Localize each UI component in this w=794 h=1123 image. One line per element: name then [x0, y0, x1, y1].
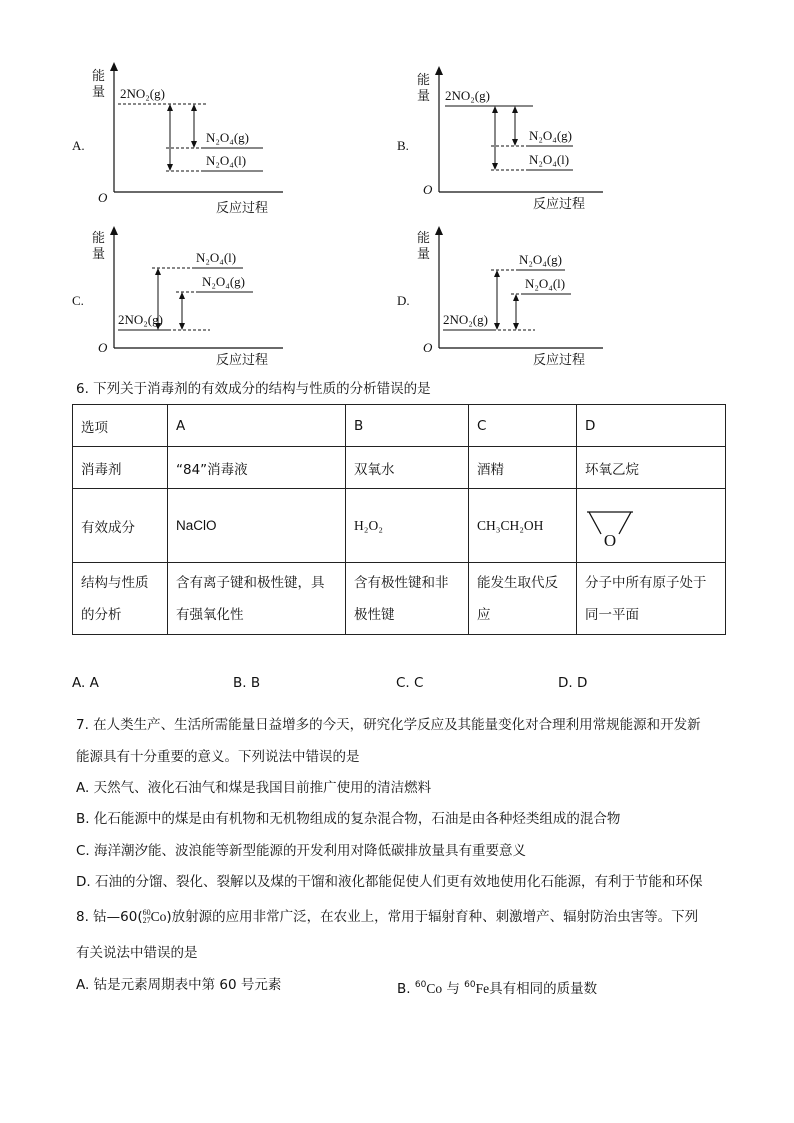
option-a-label: A. [72, 138, 85, 153]
table-cell: 双氧水 [346, 447, 469, 489]
option-b-label: B. [397, 981, 411, 997]
cell-line: 有强氧化性 [176, 606, 244, 623]
table-cell: “84”消毒液 [168, 447, 346, 489]
level-label: N₂O₄(g) [529, 128, 572, 143]
table-cell: B [346, 405, 469, 447]
table-row [73, 563, 726, 635]
table-cell: H₂O₂ [346, 489, 469, 563]
cell-line: 含有极性键和非 [354, 574, 449, 591]
question-8-option-b[interactable] [397, 976, 597, 998]
origin-label: O [423, 340, 433, 355]
table-cell [346, 563, 469, 635]
table-row [73, 489, 726, 563]
isotope-mass: 60 [414, 980, 427, 990]
atomic-number: 27 [142, 916, 151, 925]
table-cell: CH₃CH₂OH [469, 489, 577, 563]
level-label: 2NO₂(g) [443, 312, 488, 327]
question-7-option-a[interactable]: A. 天然气、液化石油气和煤是我国目前推广使用的清洁燃料 [76, 780, 432, 796]
level-label: N₂O₄(l) [196, 250, 237, 265]
answer-option-d[interactable]: D. D [558, 675, 588, 691]
answer-option-c[interactable]: C. C [396, 675, 424, 691]
table-cell: NaClO [168, 489, 346, 563]
level-label: N₂O₄(g) [519, 252, 562, 267]
table-cell: 有效成分 [73, 489, 168, 563]
cell-line: 极性键 [354, 606, 395, 623]
table-cell: 选项 [73, 405, 168, 447]
table-cell: C [469, 405, 577, 447]
question-6-stem: 6. 下列关于消毒剂的有效成分的结构与性质的分析错误的是 [76, 381, 431, 397]
x-axis-label: 反应过程 [216, 201, 269, 216]
isotope-element: Co [426, 981, 443, 996]
cell-line: 应 [477, 606, 491, 623]
option-b-tail: 具有相同的质量数 [489, 981, 598, 997]
cell-line: 分子中所有原子处于 [585, 574, 707, 591]
x-axis-label: 反应过程 [533, 353, 586, 368]
option-c-label: C. [72, 293, 84, 308]
question-8-stem-line1 [76, 908, 698, 926]
energy-diagram-c [88, 226, 348, 376]
question-7-option-b[interactable]: B. 化石能源中的煤是由有机物和无机物组成的复杂混合物，石油是由各种烃类组成的混合物 [76, 811, 621, 827]
disinfectant-table [72, 404, 726, 635]
y-axis-label-bottom: 量 [417, 89, 431, 104]
origin-label: O [98, 190, 108, 205]
cell-line: 结构与性质 [81, 574, 149, 591]
level-label: 2NO₂(g) [120, 86, 165, 101]
question-8-option-a[interactable]: A. 钴是元素周期表中第 60 号元素 [76, 977, 282, 993]
x-axis-label: 反应过程 [216, 353, 269, 368]
y-axis-label-bottom: 量 [92, 85, 106, 100]
stem-suffix: )放射源的应用非常广泛，在农业上，常用于辐射育种、刺激增产、辐射防治虫害等。下列 [166, 909, 699, 925]
isotope-element: Fe [475, 981, 490, 996]
table-cell: 消毒剂 [73, 447, 168, 489]
isotope-mass: 60 [464, 980, 476, 990]
y-axis-label-bottom: 量 [92, 247, 106, 262]
level-label: 2NO₂(g) [118, 312, 163, 327]
energy-diagram-b [413, 66, 673, 216]
y-axis-label-top: 能 [417, 73, 431, 88]
table-cell: 环氧乙烷 [577, 447, 726, 489]
origin-label: O [423, 182, 433, 197]
question-7-option-d[interactable]: D. 石油的分馏、裂化、裂解以及煤的干馏和液化都能促使人们更有效地使用化石能源，有利于节能和环保 [76, 874, 703, 890]
y-axis-label-top: 能 [417, 231, 431, 246]
option-d-label: D. [397, 293, 410, 308]
table-row [73, 447, 726, 489]
energy-diagram-a [88, 62, 348, 216]
element-symbol: Co [150, 909, 167, 924]
x-axis-label: 反应过程 [533, 197, 586, 212]
option-b-label: B. [397, 138, 409, 153]
oxygen-atom-label: O [603, 530, 617, 548]
energy-diagram-d [413, 226, 673, 376]
y-axis-label-top: 能 [92, 69, 106, 84]
level-label: N₂O₄(l) [206, 153, 247, 168]
question-7-stem-line2: 能源具有十分重要的意义。下列说法中错误的是 [76, 749, 360, 765]
option-b-mid: 与 [446, 981, 460, 997]
level-label: N₂O₄(g) [206, 130, 249, 145]
cell-line: 含有离子键和极性键，具 [176, 574, 325, 591]
level-label: N₂O₄(g) [202, 274, 245, 289]
cell-line: 能发生取代反 [477, 574, 558, 591]
stem-prefix: 8. 钴—60( [76, 909, 143, 925]
answer-option-b[interactable]: B. B [233, 675, 261, 691]
table-cell [168, 563, 346, 635]
question-8-stem-line2: 有关说法中错误的是 [76, 945, 198, 961]
answer-option-a[interactable]: A. A [72, 675, 99, 691]
nuclide-notation [143, 909, 151, 925]
table-row [73, 405, 726, 447]
table-cell [73, 563, 168, 635]
table-cell: A [168, 405, 346, 447]
table-cell: 酒精 [469, 447, 577, 489]
table-cell [577, 563, 726, 635]
question-7-stem-line1: 7. 在人类生产、生活所需能量日益增多的今天，研究化学反应及其能量变化对合理利用常规能源和开发新 [76, 717, 701, 733]
ethylene-oxide-structure [585, 504, 635, 548]
mass-number: 60 [142, 908, 151, 917]
y-axis-label-top: 能 [92, 231, 106, 246]
origin-label: O [98, 340, 108, 355]
cell-line: 的分析 [81, 606, 122, 623]
level-label: N₂O₄(l) [525, 276, 566, 291]
cell-line: 同一平面 [585, 606, 639, 623]
table-cell [577, 489, 726, 563]
level-label: 2NO₂(g) [445, 88, 490, 103]
question-7-option-c[interactable]: C. 海洋潮汐能、波浪能等新型能源的开发利用对降低碳排放量具有重要意义 [76, 843, 527, 859]
level-label: N₂O₄(l) [529, 152, 570, 167]
table-cell [469, 563, 577, 635]
table-cell: D [577, 405, 726, 447]
y-axis-label-bottom: 量 [417, 247, 431, 262]
